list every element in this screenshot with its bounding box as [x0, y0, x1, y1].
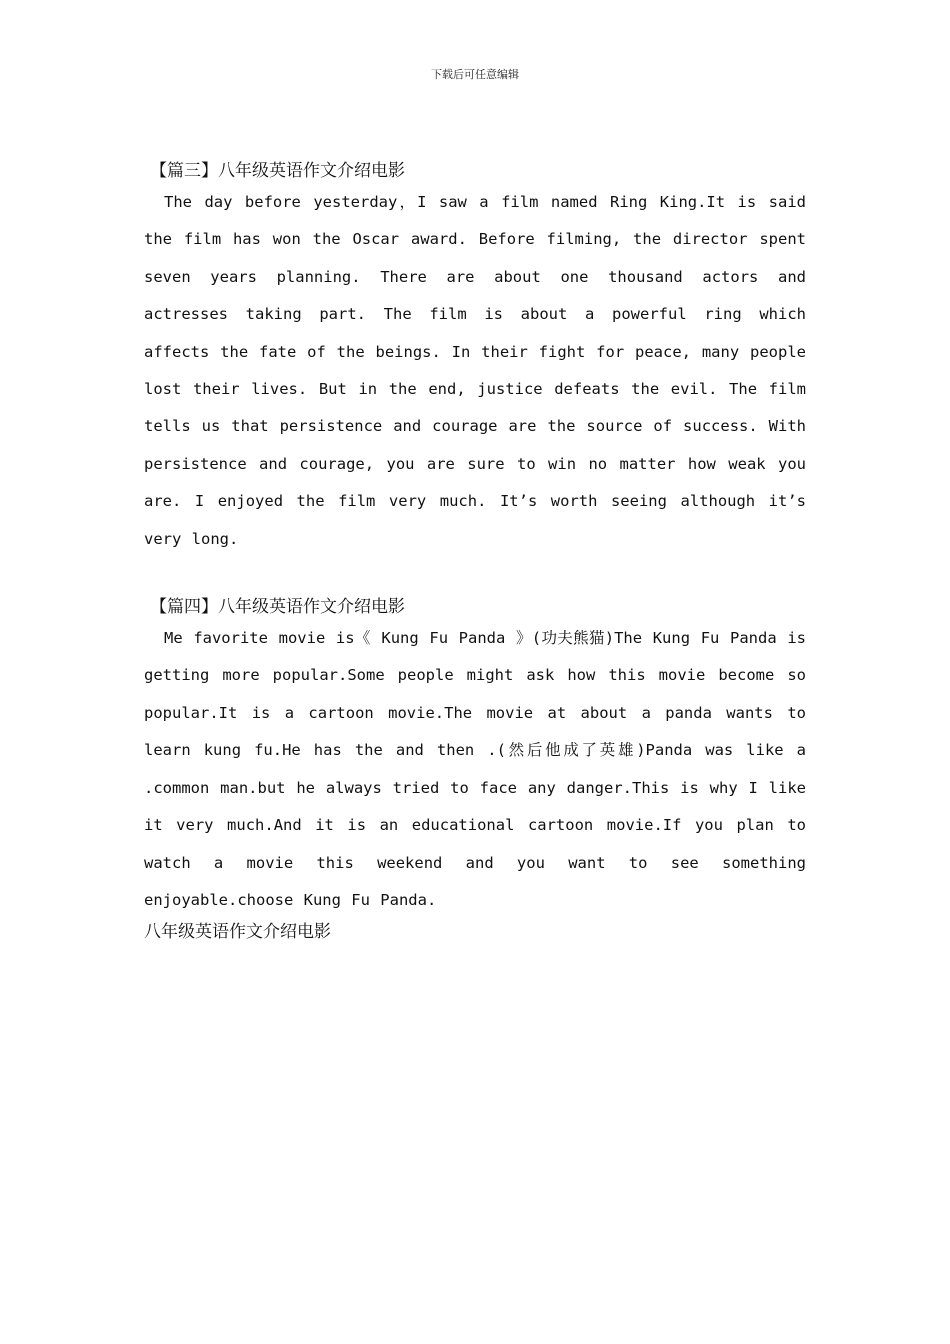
- section-heading-3: 【篇三】八年级英语作文介绍电影: [150, 161, 405, 181]
- section-body-4: Me favorite movie is《 Kung Fu Panda 》(功夫熊猫)The Kung Fu Panda is getting more popular.Some people might ask how this movie become so popular.It is a cartoon movie.The movie at about a panda wants to learn kung fu.He has the and then .(然后他成了英雄)Panda was like a .common man.but he always tried to face any danger.This is why I like it very much.And it is an educational cartoon movie.If you plan to watch a movie this weekend and you want to see something enjoyable.choose Kung Fu Panda.: [144, 629, 806, 909]
- page-header-note: 下载后可任意编辑: [431, 68, 519, 81]
- section-heading-4: 【篇四】八年级英语作文介绍电影: [150, 597, 405, 618]
- section-body-3: The day before yesterday，I saw a film named Ring King.It is said the film has won the Oscar award. Before filming, the director spent seven years planning. There are about one thousand actors and actresses taking part. The film is about a powerful ring which affects the fate of the beings. In their fight for peace, many people lost their lives. But in the end, justice defeats the evil. The film tells us that persistence and courage are the source of success. With persistence and courage, you are sure to win no matter how weak you are. I enjoyed the film very much. It’s worth seeing although it’s very long.: [144, 193, 806, 548]
- section-spacer: [144, 558, 806, 594]
- document-body: [144, 158, 806, 945]
- document-footer-title: 八年级英语作文介绍电影: [144, 922, 331, 943]
